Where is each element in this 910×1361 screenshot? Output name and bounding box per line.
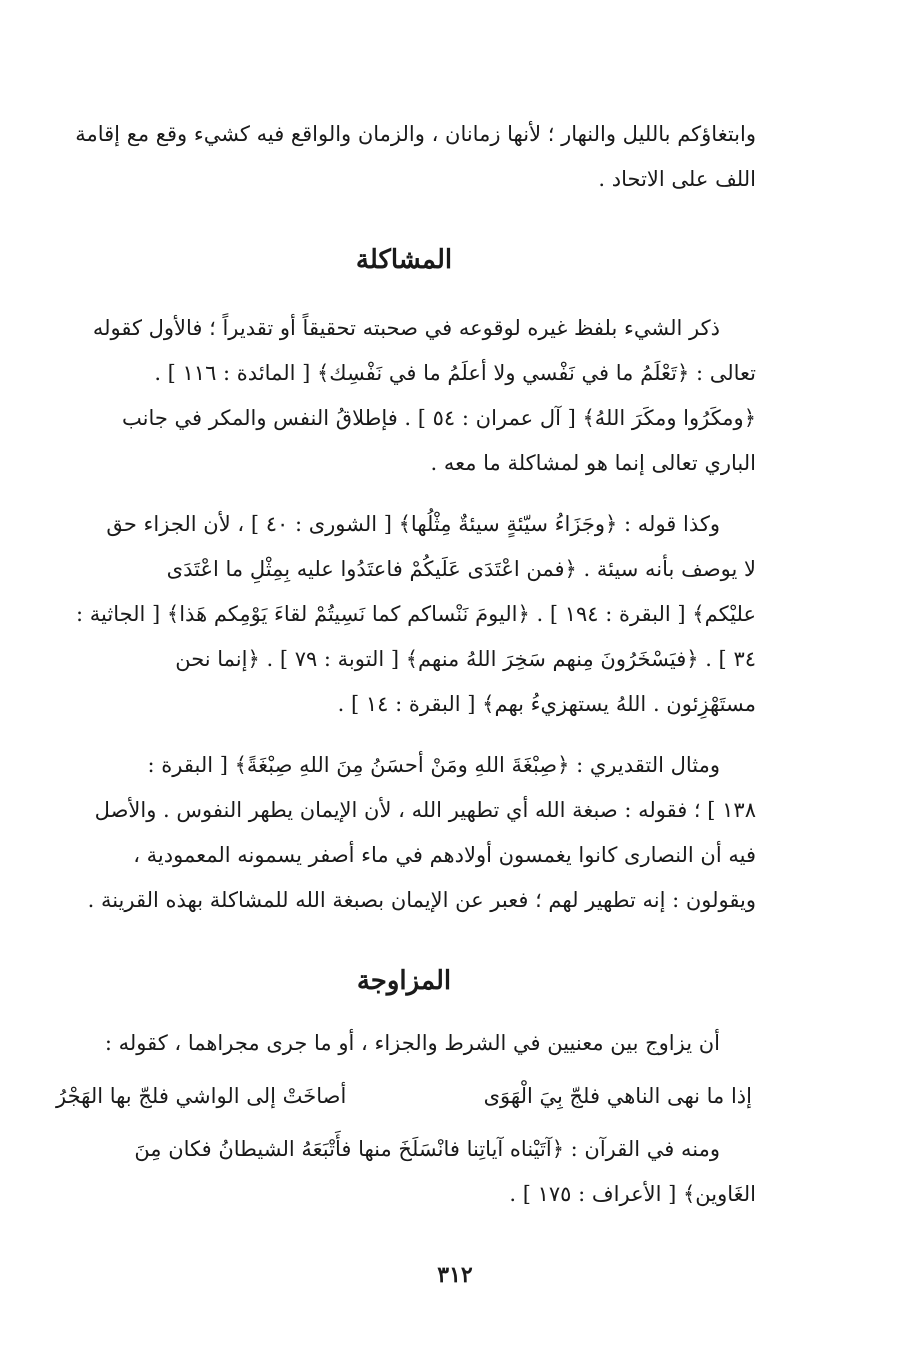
- verse-second-hemistich: أصاخَتْ إلى الواشي فلجّ بها الهَجْرُ: [56, 1084, 347, 1108]
- text-line: ذكر الشيء بلفظ غيره لوقوعه في صحبته تحقيقاً أو تقديراً ؛ فالأول كقوله: [92, 316, 720, 340]
- text-line: ومنه في القرآن : ﴿آتَيْناه آياتِنا فانْسَلَخَ منها فأَتْبَعَهُ الشيطانُ فكان مِنَ: [134, 1137, 720, 1161]
- muzawaja-paragraph-1: [52, 1021, 756, 1066]
- text-line: وكذا قوله : ﴿وجَزَاءُ سيّئةٍ سيئةٌ مِثْلُها﴾ [ الشورى : ٤٠ ] ، لأن الجزاء حق: [106, 512, 720, 536]
- text-line: مستَهْزِئون . اللهُ يستهزيءُ بهم﴾ [ البقرة : ١٤ ] .: [337, 692, 756, 716]
- text-line: تعالى : ﴿تَعْلَمُ ما في نَفْسي ولا أعلَمُ ما في نَفْسِك﴾ [ المائدة : ١١٦ ] .: [154, 361, 756, 385]
- text-line: الباري تعالى إنما هو لمشاكلة ما معه .: [430, 451, 756, 475]
- section-heading-muzawaja: المزاوجة: [356, 966, 452, 996]
- muzawaja-paragraph-2: [52, 1127, 756, 1217]
- text-line: ٣٤ ] . ﴿فيَسْخَرُونَ مِنهم سَخِرَ اللهُ منهم﴾ [ التوبة : ٧٩ ] . ﴿إنما نحن: [175, 647, 756, 671]
- intro-line-1: وابتغاؤكم بالليل والنهار ؛ لأنها زمانان ، والزمان والواقع فيه كشيء وقع مع إقامة: [75, 122, 756, 146]
- mushakala-paragraph-2: [52, 502, 756, 727]
- text-line: ويقولون : إنه تطهير لهم ؛ فعبر عن الإيمان بصبغة الله للمشاكلة بهذه القرينة .: [87, 888, 756, 912]
- text-line: لا يوصف بأنه سيئة . ﴿فمن اعْتَدَى عَلَيكُمْ فاعتَدُوا عليه بِمِثْلِ ما اعْتَدَى: [166, 557, 756, 581]
- text-line: أن يزاوج بين معنيين في الشرط والجزاء ، أو ما جرى مجراهما ، كقوله :: [104, 1031, 720, 1055]
- section-heading-mushakala: المشاكلة: [355, 245, 453, 275]
- text-line: عليْكم﴾ [ البقرة : ١٩٤ ] . ﴿اليومَ نَنْساكم كما نَسِيتُمْ لقاءَ يَوْمِكم هَذا﴾ [ الجاثية :: [76, 602, 756, 626]
- intro-paragraph: [52, 112, 756, 202]
- text-line: ﴿ومكَرُوا ومكَرَ اللهُ﴾ [ آل عمران : ٥٤ ] . فإطلاقُ النفس والمكر في جانب: [122, 406, 756, 430]
- mushakala-paragraph-3: [52, 743, 756, 923]
- verse-first-hemistich: إذا ما نهى الناهي فلجّ بِيَ الْهَوَى: [483, 1084, 752, 1108]
- text-line: فيه أن النصارى كانوا يغمسون أولادهم في ماء أصفر يسمونه المعمودية ،: [133, 843, 756, 867]
- page-number: ٣١٢: [437, 1262, 473, 1288]
- intro-line-2: اللف على الاتحاد .: [598, 167, 756, 191]
- text-line: ١٣٨ ] ؛ فقوله : صبغة الله أي تطهير الله ، لأن الإيمان يطهر النفوس . والأصل: [94, 798, 756, 822]
- text-line: ومثال التقديري : ﴿صِبْغَةَ اللهِ ومَنْ أحسَنُ مِنَ اللهِ صِبْغَةً﴾ [ البقرة :: [147, 753, 720, 777]
- text-line: الغَاوين﴾ [ الأعراف : ١٧٥ ] .: [509, 1182, 756, 1206]
- page-body: [52, 112, 756, 1217]
- poetry-verse: [52, 1074, 756, 1119]
- mushakala-paragraph-1: [52, 306, 756, 486]
